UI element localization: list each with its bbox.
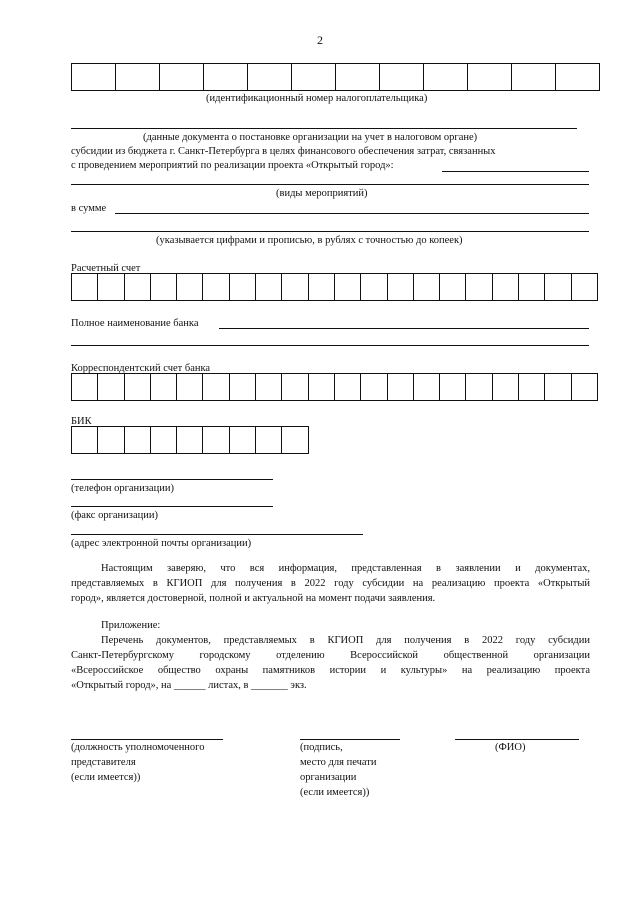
corr-account-cell[interactable] <box>98 374 124 400</box>
amount-line-2[interactable] <box>71 231 589 232</box>
inn-cell[interactable] <box>424 64 468 90</box>
attachment-line-2: Санкт-Петербургскому городскому отделению Всероссийской общественной организации <box>71 650 590 661</box>
settlement-account-cell[interactable] <box>545 274 571 300</box>
settlement-account-grid <box>71 273 598 301</box>
attachment-paragraph <box>71 618 590 693</box>
settlement-account-label: Расчетный счет <box>71 263 141 274</box>
bik-cell[interactable] <box>203 427 229 453</box>
fio-line[interactable] <box>455 739 579 740</box>
inn-cell[interactable] <box>512 64 556 90</box>
sign-caption-2: место для печати <box>300 757 377 768</box>
corr-account-cell[interactable] <box>466 374 492 400</box>
signature-line[interactable] <box>300 739 400 740</box>
settlement-account-cell[interactable] <box>256 274 282 300</box>
corr-account-cell[interactable] <box>230 374 256 400</box>
certify-line-3: город», является достоверной, полной и актуальной на момент подачи заявления. <box>71 593 436 604</box>
fio-caption: (ФИО) <box>495 742 526 753</box>
bik-cell[interactable] <box>230 427 256 453</box>
project-events-line[interactable] <box>442 171 589 172</box>
inn-cell[interactable] <box>248 64 292 90</box>
position-caption-1: (должность уполномоченного <box>71 742 205 753</box>
bank-name-line[interactable] <box>219 328 589 329</box>
settlement-account-cell[interactable] <box>493 274 519 300</box>
amount-line[interactable] <box>115 213 589 214</box>
inn-cell[interactable] <box>336 64 380 90</box>
inn-cell[interactable] <box>72 64 116 90</box>
bik-cell[interactable] <box>177 427 203 453</box>
corr-account-cell[interactable] <box>309 374 335 400</box>
amount-caption: (указывается цифрами и прописью, в рублях с точностью до копеек) <box>156 235 463 246</box>
bik-cell[interactable] <box>125 427 151 453</box>
amount-label: в сумме <box>71 203 107 214</box>
inn-caption: (идентификационный номер налогоплательщика) <box>206 93 428 104</box>
inn-cell[interactable] <box>292 64 336 90</box>
bik-cell[interactable] <box>72 427 98 453</box>
settlement-account-cell[interactable] <box>282 274 308 300</box>
settlement-account-cell[interactable] <box>414 274 440 300</box>
phone-caption: (телефон организации) <box>71 483 174 494</box>
settlement-account-cell[interactable] <box>361 274 387 300</box>
inn-cell[interactable] <box>204 64 248 90</box>
registration-line[interactable] <box>71 128 577 129</box>
settlement-account-cell[interactable] <box>572 274 598 300</box>
position-line[interactable] <box>71 739 223 740</box>
corr-account-cell[interactable] <box>177 374 203 400</box>
inn-cell[interactable] <box>468 64 512 90</box>
corr-account-cell[interactable] <box>72 374 98 400</box>
fax-line[interactable] <box>71 506 273 507</box>
corr-account-cell[interactable] <box>519 374 545 400</box>
fax-caption: (факс организации) <box>71 510 158 521</box>
page-number: 2 <box>317 33 323 47</box>
bank-name-line-2[interactable] <box>71 345 589 346</box>
attachment-line-4: «Открытый город», на ______ листах, в _______ экз. <box>71 680 307 691</box>
bik-label: БИК <box>71 416 92 427</box>
corr-account-cell[interactable] <box>545 374 571 400</box>
settlement-account-cell[interactable] <box>125 274 151 300</box>
corr-account-grid <box>71 373 598 401</box>
sign-caption-1: (подпись, <box>300 742 343 753</box>
bank-name-label: Полное наименование банка <box>71 318 199 329</box>
registration-caption: (данные документа о постановке организации на учет в налоговом органе) <box>143 132 478 143</box>
settlement-account-cell[interactable] <box>388 274 414 300</box>
corr-account-cell[interactable] <box>335 374 361 400</box>
inn-grid <box>71 63 600 91</box>
subsidy-line-1: субсидии из бюджета г. Санкт-Петербурга в целях финансового обеспечения затрат, связанных <box>71 146 496 157</box>
position-caption-2: представителя <box>71 757 136 768</box>
settlement-account-cell[interactable] <box>151 274 177 300</box>
bik-cell[interactable] <box>256 427 282 453</box>
settlement-account-cell[interactable] <box>230 274 256 300</box>
bik-cell[interactable] <box>151 427 177 453</box>
corr-account-cell[interactable] <box>572 374 598 400</box>
position-caption-3: (если имеется)) <box>71 772 141 783</box>
corr-account-cell[interactable] <box>151 374 177 400</box>
inn-cell[interactable] <box>380 64 424 90</box>
sign-caption-4: (если имеется)) <box>300 787 370 798</box>
settlement-account-cell[interactable] <box>519 274 545 300</box>
email-caption: (адрес электронной почты организации) <box>71 538 252 549</box>
attachment-heading: Приложение: <box>101 620 161 631</box>
bik-cell[interactable] <box>282 427 308 453</box>
sign-caption-3: организации <box>300 772 357 783</box>
settlement-account-cell[interactable] <box>203 274 229 300</box>
inn-cell[interactable] <box>556 64 600 90</box>
corr-account-cell[interactable] <box>282 374 308 400</box>
bik-cell[interactable] <box>98 427 124 453</box>
settlement-account-cell[interactable] <box>466 274 492 300</box>
certify-paragraph <box>71 561 590 606</box>
corr-account-label: Корреспондентский счет банка <box>71 363 211 374</box>
events-caption: (виды мероприятий) <box>276 188 368 199</box>
corr-account-cell[interactable] <box>203 374 229 400</box>
corr-account-cell[interactable] <box>493 374 519 400</box>
attachment-line-1: Перечень документов, представляемых в КГИОП для получения в 2022 году субсидии <box>101 635 590 646</box>
inn-cell[interactable] <box>116 64 160 90</box>
settlement-account-cell[interactable] <box>335 274 361 300</box>
corr-account-cell[interactable] <box>125 374 151 400</box>
corr-account-cell[interactable] <box>256 374 282 400</box>
attachment-line-3: «Всероссийское общество охраны памятников истории и культуры» на реализацию проекта <box>71 665 590 676</box>
inn-cell[interactable] <box>160 64 204 90</box>
settlement-account-cell[interactable] <box>98 274 124 300</box>
email-line[interactable] <box>71 534 363 535</box>
settlement-account-cell[interactable] <box>440 274 466 300</box>
certify-line-2: представляемых в КГИОП для получения в 2022 году субсидии на реализацию проекта «Открытый <box>71 578 590 589</box>
events-line[interactable] <box>71 184 589 185</box>
subsidy-line-2: с проведением мероприятий по реализации проекта «Открытый город»: <box>71 160 394 171</box>
corr-account-cell[interactable] <box>361 374 387 400</box>
settlement-account-cell[interactable] <box>309 274 335 300</box>
phone-line[interactable] <box>71 479 273 480</box>
settlement-account-cell[interactable] <box>177 274 203 300</box>
bik-grid <box>71 426 309 454</box>
certify-line-1: Настоящим заверяю, что вся информация, представленная в заявлении и документах, <box>101 563 590 574</box>
corr-account-cell[interactable] <box>414 374 440 400</box>
settlement-account-cell[interactable] <box>72 274 98 300</box>
corr-account-cell[interactable] <box>440 374 466 400</box>
corr-account-cell[interactable] <box>388 374 414 400</box>
